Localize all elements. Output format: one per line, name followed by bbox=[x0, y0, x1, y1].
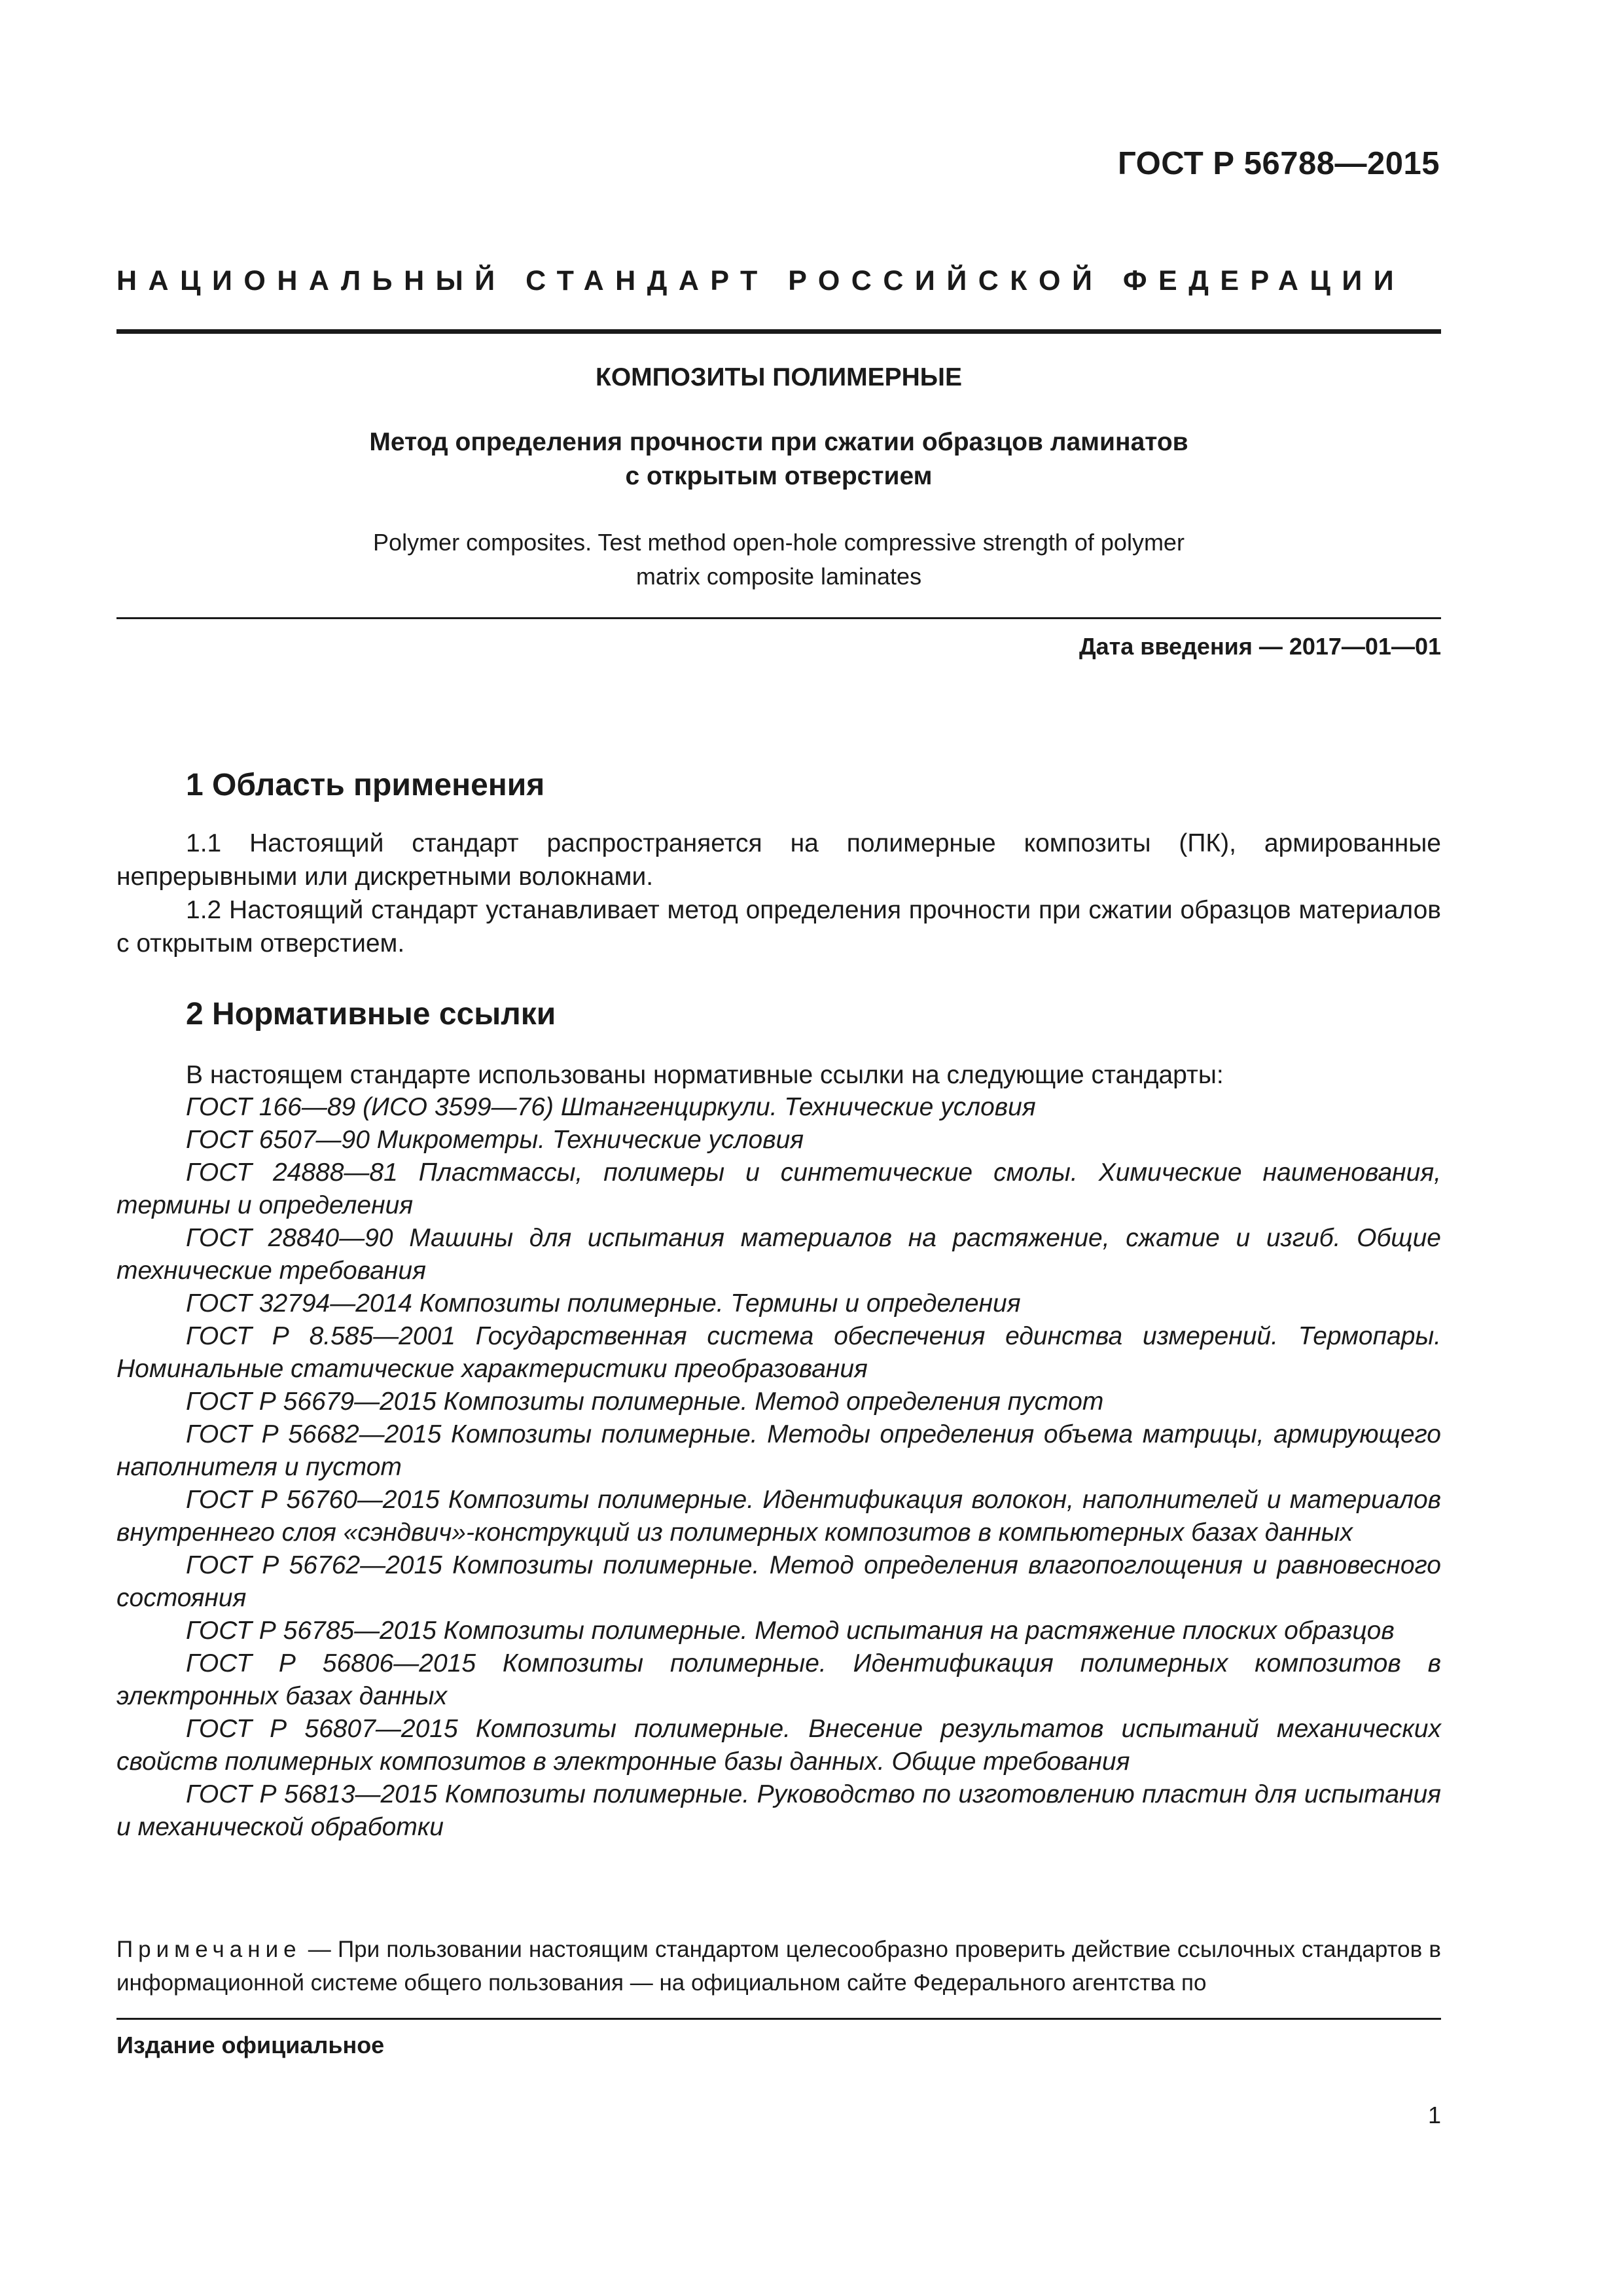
official-edition-label: Издание официальное bbox=[116, 2032, 385, 2058]
english-title-line-1: Polymer composites. Test method open-hole compressive strength of polymer bbox=[373, 529, 1185, 556]
paragraph-1-2: 1.2 Настоящий стандарт устанавливает метод определения прочности при сжатии образцов материалов с открытым отверстием. bbox=[116, 896, 1441, 958]
footer-divider bbox=[116, 2018, 1441, 2020]
reference-item: ГОСТ Р 56679—2015 Композиты полимерные. Метод определения пустот bbox=[186, 1388, 1104, 1416]
subtitle-line-2: с открытым отверстием bbox=[625, 462, 933, 490]
note-body: — При пользовании настоящим стандартом целесообразно проверить действие ссылочных стандартов в информационной системе общего пользования — на официальном сайте Федерального агентства по bbox=[116, 1937, 1441, 1996]
section-1-heading: 1 Область применения bbox=[186, 768, 545, 802]
section-1-body bbox=[116, 827, 1441, 960]
reference-item: ГОСТ Р 56760—2015 Композиты полимерные. Идентификация волокон, наполнителей и материалов внутреннего слоя «сэндвич»-конструкций из полимерных композитов в компьютерных базах данных bbox=[116, 1486, 1441, 1547]
reference-item: ГОСТ Р 56813—2015 Композиты полимерные. Руководство по изготовлению пластин для испытания и механической обработки bbox=[116, 1780, 1441, 1841]
reference-item: ГОСТ Р 56785—2015 Композиты полимерные. Метод испытания на растяжение плоских образцов bbox=[186, 1617, 1395, 1645]
references-list bbox=[116, 1091, 1441, 1844]
subtitle-line-1: Метод определения прочности при сжатии образцов ламинатов bbox=[369, 428, 1188, 456]
note-text bbox=[116, 1933, 1441, 2000]
page-number: 1 bbox=[1427, 2102, 1441, 2128]
reference-item: ГОСТ 32794—2014 Композиты полимерные. Термины и определения bbox=[186, 1289, 1021, 1318]
document-title: КОМПОЗИТЫ ПОЛИМЕРНЫЕ bbox=[596, 363, 962, 391]
document-number: ГОСТ Р 56788—2015 bbox=[1117, 146, 1440, 181]
reference-item: ГОСТ Р 8.585—2001 Государственная система обеспечения единства измерений. Термопары. Номинальные статические характеристики преобразования bbox=[116, 1322, 1441, 1383]
section-2-intro bbox=[116, 1058, 1441, 1092]
title-divider bbox=[116, 617, 1441, 619]
reference-item: ГОСТ 28840—90 Машины для испытания материалов на растяжение, сжатие и изгиб. Общие технические требования bbox=[116, 1224, 1441, 1285]
reference-item: ГОСТ Р 56762—2015 Композиты полимерные. Метод определения влагопоглощения и равновесного состояния bbox=[116, 1551, 1441, 1612]
section-2-heading: 2 Нормативные ссылки bbox=[186, 997, 556, 1031]
introduction-date: Дата введения — 2017—01—01 bbox=[1079, 633, 1441, 660]
reference-item: ГОСТ 6507—90 Микрометры. Технические условия bbox=[186, 1126, 804, 1154]
header-divider bbox=[116, 329, 1441, 334]
paragraph-1-1: 1.1 Настоящий стандарт распространяется на полимерные композиты (ПК), армированные непрерывными или дискретными волокнами. bbox=[116, 829, 1441, 891]
reference-item: ГОСТ Р 56806—2015 Композиты полимерные. Идентификация полимерных композитов в электронных базах данных bbox=[116, 1649, 1441, 1710]
english-title bbox=[116, 526, 1441, 594]
note-lead: Примечание bbox=[116, 1937, 302, 1962]
reference-item: ГОСТ Р 56682—2015 Композиты полимерные. Методы определения объема матрицы, армирующего наполнителя и пустот bbox=[116, 1420, 1441, 1481]
reference-item: ГОСТ 166—89 (ИСО 3599—76) Штангенциркули. Технические условия bbox=[186, 1093, 1036, 1121]
note-block bbox=[116, 1933, 1441, 2000]
references-intro: В настоящем стандарте использованы нормативные ссылки на следующие стандарты: bbox=[186, 1061, 1224, 1089]
national-standard-banner: НАЦИОНАЛЬНЫЙ СТАНДАРТ РОССИЙСКОЙ ФЕДЕРАЦИИ bbox=[116, 265, 1406, 296]
english-title-line-2: matrix composite laminates bbox=[635, 563, 922, 590]
reference-item: ГОСТ 24888—81 Пластмассы, полимеры и синтетические смолы. Химические наименования, термины и определения bbox=[116, 1158, 1441, 1219]
document-subtitle bbox=[116, 425, 1441, 493]
reference-item: ГОСТ Р 56807—2015 Композиты полимерные. Внесение результатов испытаний механических свойств полимерных композитов в электронные базы данных. Общие требования bbox=[116, 1715, 1441, 1776]
